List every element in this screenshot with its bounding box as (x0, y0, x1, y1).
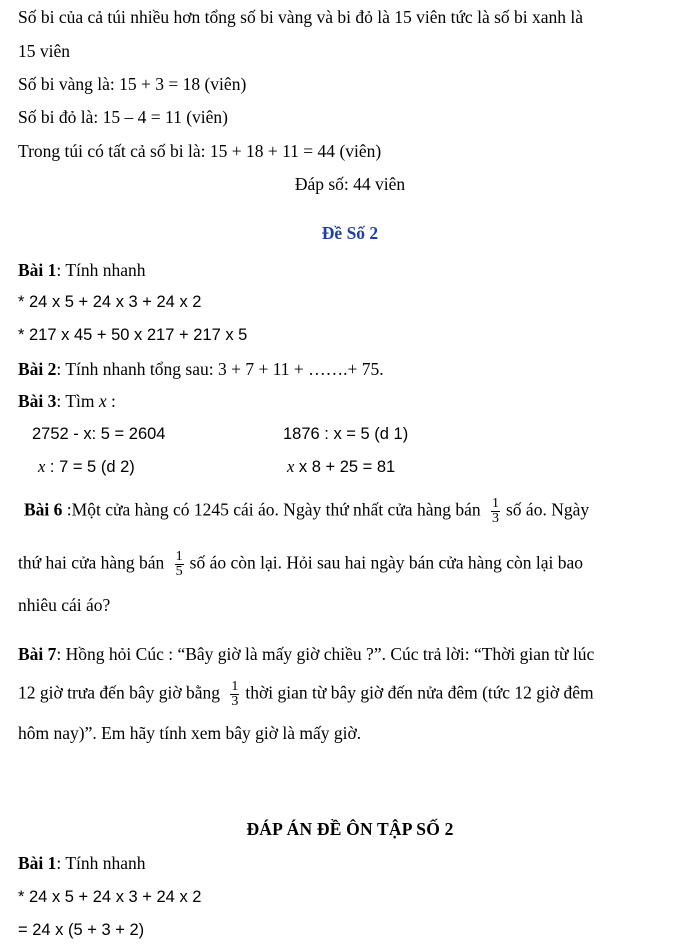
total-expr: 15 + 18 + 11 = 44 (209, 141, 336, 161)
bai-3-eq-d (287, 456, 395, 478)
bai-6-text-3: thứ hai cửa hàng bán (18, 552, 165, 573)
bai-6-fraction-2 (175, 550, 184, 579)
bai-1-heading (18, 259, 146, 281)
fraction-numerator: 1 (492, 496, 499, 511)
bai-3-eq-c (38, 456, 135, 478)
dap-an-bai-1-text: : Tính nhanh (56, 853, 146, 873)
bai-7-line-2 (18, 680, 594, 709)
bai-6-fraction-1 (491, 497, 500, 526)
intro-line-2: 15 viên (18, 41, 71, 61)
fraction-denominator: 5 (175, 564, 183, 579)
bai-3-eq-a: 2752 - x: 5 = 2604 (32, 425, 166, 443)
bai-6-label: Bài 6 (24, 499, 63, 520)
fraction-numerator: 1 (231, 679, 239, 694)
bi-do-line (18, 106, 228, 128)
de-so-2-title: Đề Số 2 (321, 223, 379, 243)
bai-3-text: : Tìm (56, 391, 99, 411)
bai-6-line-2 (18, 550, 583, 579)
bai-1-expr-1: * 24 x 5 + 24 x 3 + 24 x 2 (18, 293, 202, 311)
bi-vang-line (18, 73, 246, 95)
bi-do-unit: (viên) (181, 107, 228, 127)
fraction-denominator: 3 (492, 511, 499, 526)
fraction-numerator: 1 (175, 549, 183, 564)
bai-7-label: Bài 7 (18, 644, 57, 664)
bai-3-label: Bài 3 (18, 391, 57, 411)
bai-6-text-1: :Một cửa hàng có 1245 cái áo. Ngày thứ nhất cửa hàng bán (62, 499, 481, 520)
intro-line-1: Số bi của cả túi nhiều hơn tổng số bi vàng và bi đỏ là 15 viên tức là số bi xanh là (18, 7, 584, 27)
bai-2-text: : Tính nhanh tổng sau: 3 + 7 + 11 + …….+ 75. (56, 359, 384, 379)
bai-3-eq-d-text: x 8 + 25 = 81 (294, 458, 396, 476)
bai-3-eq-c-text: : 7 = 5 (d 2) (45, 458, 135, 476)
dap-an-bai-1-label: Bài 1 (18, 853, 57, 873)
bai-3-x: x (98, 391, 107, 411)
dap-an-bai-1-heading (18, 852, 146, 874)
bi-do-label: Số bi đỏ là: (18, 107, 103, 127)
bai-3-line (18, 390, 116, 412)
bai-7-line-1 (18, 643, 594, 665)
bai-3-eq-d-x: x (287, 457, 295, 476)
bai-6-line-3: nhiêu cái áo? (18, 595, 111, 615)
bai-7-text-1: : Hồng hỏi Cúc : “Bây giờ là mấy giờ chiều ?”. Cúc trả lời: “Thời gian từ lúc (56, 644, 595, 664)
bai-7-line-3: hôm nay)”. Em hãy tính xem bây giờ là mấy giờ. (18, 723, 362, 743)
bai-2-line (18, 358, 384, 380)
bi-vang-unit: (viên) (200, 74, 247, 94)
bi-vang-expr: 15 + 3 = 18 (119, 74, 201, 94)
bai-6-text-2: số áo. Ngày (506, 499, 590, 520)
answer-line: Đáp số: 44 viên (294, 174, 406, 194)
bai-3-eq-c-x: x (38, 457, 46, 476)
bai-7-text-2: 12 giờ trưa đến bây giờ bằng (18, 682, 220, 703)
total-unit: (viên) (335, 141, 382, 161)
bi-vang-label: Số bi vàng là: (18, 74, 120, 94)
total-line (18, 140, 381, 162)
bai-6-line-1 (24, 497, 589, 526)
dap-an-expr-2: = 24 x (5 + 3 + 2) (18, 921, 145, 939)
bai-7-fraction (230, 680, 239, 709)
bai-2-label: Bài 2 (18, 359, 57, 379)
bai-6-text-4: số áo còn lại. Hỏi sau hai ngày bán cửa hàng còn lại bao (189, 552, 584, 573)
dap-an-expr-1: * 24 x 5 + 24 x 3 + 24 x 2 (18, 888, 202, 906)
bai-3-eq-b: 1876 : x = 5 (d 1) (283, 425, 409, 443)
bai-7-text-3: thời gian từ bây giờ đến nửa đêm (tức 12 giờ đêm (245, 682, 594, 703)
dap-an-title: ĐÁP ÁN ĐỀ ÔN TẬP SỐ 2 (246, 819, 454, 839)
bai-3-colon: : (106, 391, 116, 411)
total-label: Trong túi có tất cả số bi là: (18, 141, 210, 161)
bai-1-expr-2: * 217 x 45 + 50 x 217 + 217 x 5 (18, 326, 248, 344)
bi-do-expr: 15 – 4 = 11 (102, 107, 182, 127)
fraction-denominator: 3 (231, 694, 239, 709)
bai-1-text: : Tính nhanh (56, 260, 146, 280)
bai-1-label: Bài 1 (18, 260, 57, 280)
